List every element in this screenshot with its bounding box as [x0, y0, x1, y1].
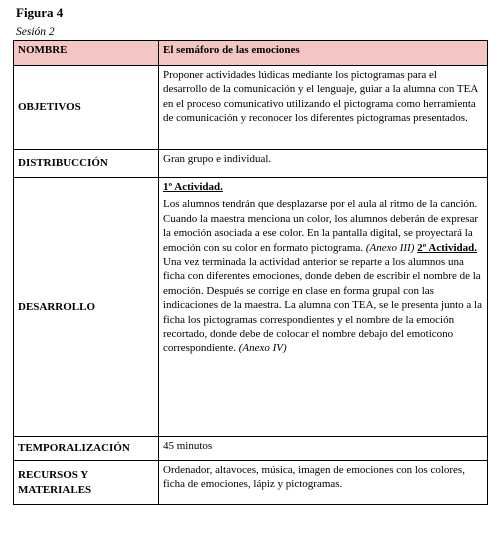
activity2-text: Una vez terminada la actividad anterior se reparte a los alumnos una ficha con diferentes emociones, donde deben de escribir el nombre de la emoción. Después se corrige en clase en forma grupal con las indicaciones de la maestra. La alumna con TEA, se le presenta junto a la ficha los pictogramas correspondientes y el nombre de la emoción recortado, donde debe de colocar el nombre debajo del emoticono correspondiente.	[163, 256, 482, 355]
desarrollo-label: DESARROLLO	[14, 178, 159, 437]
table-row-distribucion	[14, 150, 488, 178]
desarrollo-body	[163, 197, 483, 355]
figure-title: Figura 4	[16, 5, 64, 20]
table-row-objetivos	[14, 66, 488, 150]
temporalizacion-text: 45 minutos	[159, 437, 488, 461]
objetivos-text: Proponer actividades lúdicas mediante los pictogramas para el desarrollo de la comunicación y el lenguaje, guiar a la alumna con TEA en el proceso comunicativo utilizando el pictograma como herramienta de comunicación y reconocer los diferentes pictogramas presentados.	[159, 66, 488, 150]
table-header-row	[14, 41, 488, 66]
objetivos-label: OBJETIVOS	[14, 66, 159, 150]
distribucion-label: DISTRIBUCCIÓN	[14, 150, 159, 178]
desarrollo-content	[159, 178, 488, 437]
session-label: Sesión 2	[16, 26, 55, 38]
table-row-desarrollo	[14, 178, 488, 437]
distribucion-text: Gran grupo e individual.	[159, 150, 488, 178]
activity1-text: Los alumnos tendrán que desplazarse por el aula al ritmo de la canción. Cuando la maestra menciona un color, los alumnos deberán de expresar la emoción asociada a ese color. En la pantalla digital, se proyectará la emoción con su color en formato pictograma.	[163, 198, 479, 254]
header-value-cell: El semáforo de las emociones	[159, 41, 488, 66]
recursos-label-line1: RECURSOS Y	[18, 469, 89, 482]
recursos-label-line2: MATERIALES	[18, 483, 92, 496]
activity2-heading: 2º Actividad.	[417, 241, 478, 254]
session-table	[13, 40, 488, 505]
table-row-recursos	[14, 461, 488, 505]
recursos-label	[14, 461, 159, 505]
activity2-annex-ref: (Anexo IV)	[238, 342, 287, 355]
table-row-temporalizacion	[14, 437, 488, 461]
activity1-heading: 1º Actividad.	[163, 181, 223, 193]
activity1-annex-ref: (Anexo III)	[365, 241, 415, 254]
header-label-cell: NOMBRE	[14, 41, 159, 66]
temporalizacion-label: TEMPORALIZACIÓN	[14, 437, 159, 461]
recursos-text: Ordenador, altavoces, música, imagen de emociones con los colores, ficha de emociones, lápiz y pictogramas.	[159, 461, 488, 505]
